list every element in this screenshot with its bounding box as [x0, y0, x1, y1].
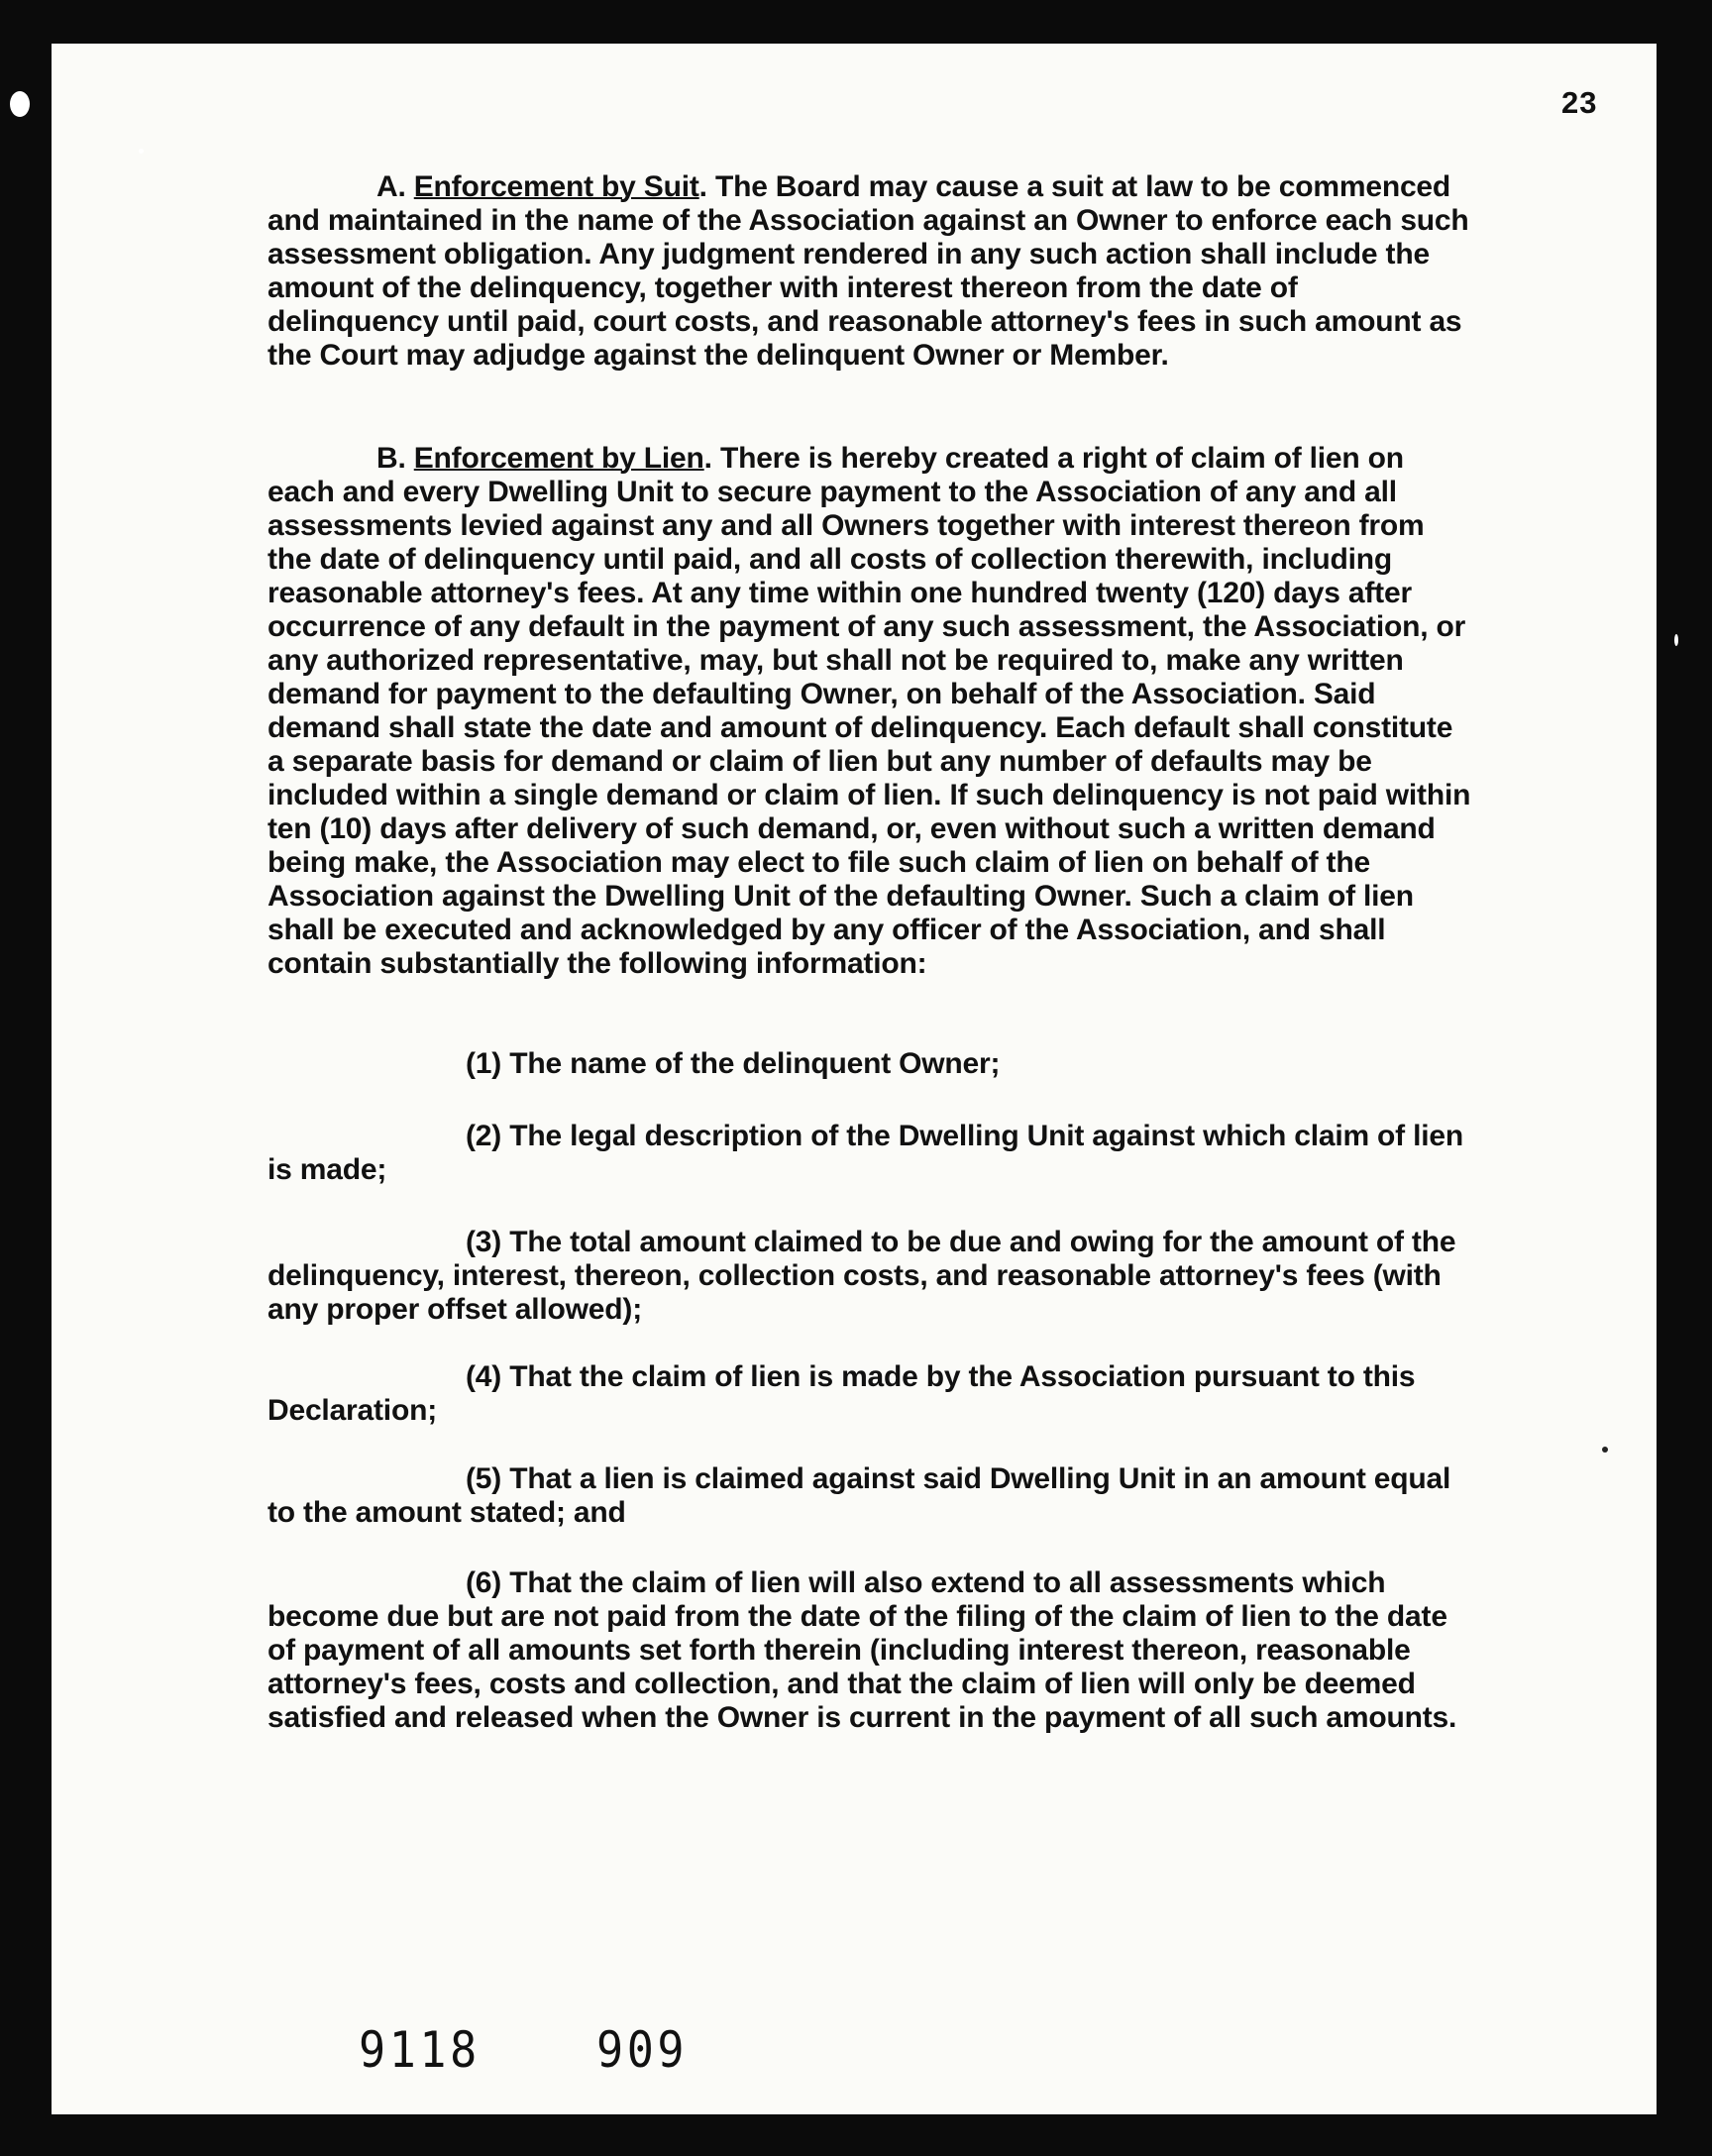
scan-speck — [139, 149, 144, 154]
list-item: (6) That the claim of lien will also extend to all assessments which become due but are not paid from the date of the filing of the claim of lien to the date of payment of all amounts set forth therein (including interest thereon, reasonable attorney's fees, costs and collection, and that the claim of lien will only be deemed satisfied and released when the Owner is current in the payment of all such amounts. — [268, 1566, 1457, 1734]
section-heading: Enforcement by Lien — [413, 442, 704, 475]
list-item: (3) The total amount claimed to be due and owing for the amount of the delinquency, interest, thereon, collection costs, and reasonable attorney's fees (with any proper offset allowed); — [268, 1226, 1456, 1326]
paragraph-body: . The Board may cause a suit at law to be commenced and maintained in the name of the Association against an Owner to enforce each such assessment obligation. Any judgment rendered in any such action shall include the amount of the delinquency, together with interest thereon from the date of delinquency until paid, court costs, and reasonable attorney's fees in such amount as the Court may adjudge against the delinquent Owner or Member. — [268, 170, 1469, 372]
section-heading: Enforcement by Suit — [413, 170, 699, 203]
document-code-right: 909 — [596, 2021, 689, 2079]
list-item: (5) That a lien is claimed against said Dwelling Unit in an amount equal to the amount stated; and — [268, 1462, 1451, 1529]
scan-speck — [1602, 1447, 1608, 1453]
list-item: (2) The legal description of the Dwelling Unit against which claim of lien is made; — [268, 1120, 1463, 1186]
document-code-left: 9118 — [359, 2021, 481, 2079]
page-number: 23 — [1561, 85, 1598, 120]
paragraph-marker: A. — [376, 170, 406, 203]
paragraph-enforcement-by-suit — [268, 170, 1476, 373]
paragraph-body: . There is hereby created a right of claim of lien on each and every Dwelling Unit to secure payment to the Association of any and all assessments levied against any and all Owners together with interest thereon from the date of delinquency until paid, and all costs of collection therewith, including reasonable attorney's fees. At any time within one hundred twenty (120) days after occurrence of any default in the payment of any such assessment, the Association, or any authorized representative, may, but shall not be required to, make any written demand for payment to the defaulting Owner, on behalf of the Association. Said demand shall state the date and amount of delinquency. Each default shall constitute a separate basis for demand or claim of lien but any number of defaults may be included within a single demand or claim of lien. If such delinquency is not paid within ten (10) days after delivery of such demand, or, even without such a written demand being make, the Association may elect to file such claim of lien on behalf of the Association against the Dwelling Unit of the defaulting Owner. Such a claim of lien shall be executed and acknowledged by any officer of the Association, and shall contain substantially the following information: — [268, 442, 1471, 980]
list-item: (4) That the claim of lien is made by the Association pursuant to this Declaration; — [268, 1360, 1416, 1427]
paragraph-enforcement-by-lien — [268, 442, 1476, 981]
paragraph-marker: B. — [376, 442, 406, 475]
list-item: (1) The name of the delinquent Owner; — [466, 1047, 1001, 1080]
scan-speck — [10, 91, 30, 117]
scan-speck — [1674, 634, 1678, 646]
